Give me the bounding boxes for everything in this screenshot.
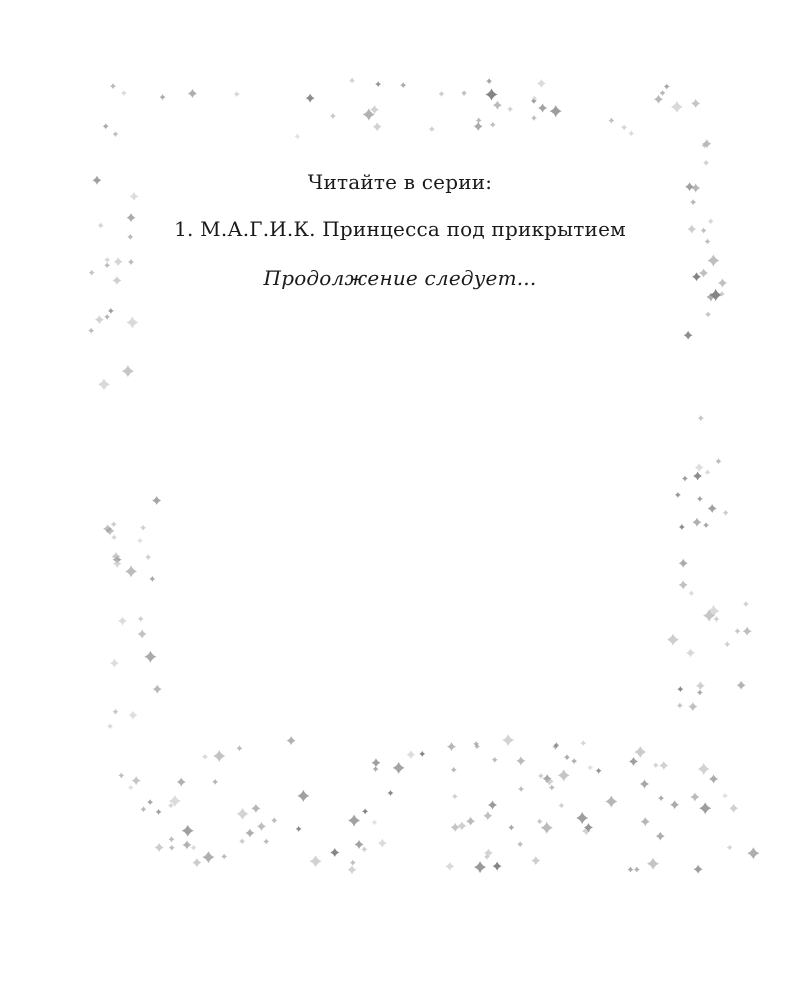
sparkle-star-icon: [138, 616, 144, 622]
sparkle-star-icon: [493, 101, 502, 110]
sparkle-star-icon: [634, 746, 646, 758]
sparkle-star-icon: [558, 802, 564, 808]
sparkle-star-icon: [406, 750, 415, 759]
sparkle-star-icon: [182, 840, 191, 849]
sparkle-star-icon: [251, 804, 260, 813]
sparkle-star-icon: [729, 804, 738, 813]
sparkle-star-icon: [104, 257, 110, 263]
sparkle-star-icon: [347, 865, 356, 874]
sparkle-star-icon: [373, 766, 379, 772]
sparkle-star-icon: [727, 844, 733, 850]
sparkle-star-icon: [653, 762, 659, 768]
sparkle-star-icon: [371, 819, 377, 825]
sparkle-star-icon: [378, 839, 387, 848]
sparkle-star-icon: [213, 750, 225, 762]
sparkle-star-icon: [144, 651, 156, 663]
sparkle-star-icon: [451, 823, 460, 832]
sparkle-star-icon: [104, 314, 110, 320]
sparkle-star-icon: [461, 90, 467, 96]
sparkle-star-icon: [659, 761, 668, 770]
sparkle-star-icon: [153, 685, 162, 694]
sparkle-star-icon: [98, 378, 110, 390]
sparkle-star-icon: [679, 580, 688, 589]
sparkle-star-icon: [137, 538, 143, 544]
series-heading: Читайте в серии:: [307, 170, 493, 194]
sparkle-star-icon: [257, 822, 266, 831]
sparkle-star-icon: [688, 590, 694, 596]
sparkle-star-icon: [445, 862, 454, 871]
sparkle-star-icon: [361, 846, 367, 852]
sparkle-star-icon: [702, 139, 711, 148]
sparkle-star-icon: [608, 117, 614, 123]
sparkle-star-icon: [490, 122, 496, 128]
sparkle-star-icon: [145, 554, 151, 560]
sparkle-star-icon: [724, 641, 730, 647]
sparkle-star-icon: [310, 855, 322, 867]
sparkle-star-icon: [537, 818, 543, 824]
sparkle-star-icon: [452, 793, 458, 799]
sparkle-star-icon: [538, 103, 547, 112]
sparkle-star-icon: [350, 860, 356, 866]
sparkle-star-icon: [140, 525, 146, 531]
sparkle-star-icon: [517, 841, 523, 847]
sparkle-star-icon: [245, 828, 254, 837]
series-item: 1. М.А.Г.И.К. Принцесса под прикрытием: [174, 217, 626, 241]
sparkle-star-icon: [447, 742, 456, 751]
sparkle-star-icon: [107, 723, 113, 729]
sparkle-star-icon: [541, 822, 553, 834]
sparkle-star-icon: [263, 839, 269, 845]
sparkle-star-icon: [177, 778, 186, 787]
sparkle-star-icon: [349, 77, 355, 83]
sparkle-star-icon: [654, 95, 663, 104]
sparkle-star-icon: [713, 616, 719, 622]
sparkle-star-icon: [330, 848, 339, 857]
sparkle-star-icon: [373, 122, 382, 131]
sparkle-star-icon: [110, 83, 116, 89]
sparkle-star-icon: [538, 773, 544, 779]
sparkle-star-icon: [294, 133, 300, 139]
sparkle-star-icon: [549, 784, 555, 790]
sparkle-star-icon: [719, 291, 725, 297]
sparkle-star-icon: [375, 81, 381, 87]
sparkle-star-icon: [306, 94, 315, 103]
sparkle-star-icon: [236, 745, 242, 751]
sparkle-star-icon: [169, 845, 175, 851]
sparkle-star-icon: [715, 458, 721, 464]
sparkle-star-icon: [348, 815, 360, 827]
sparkle-star-icon: [695, 463, 704, 472]
sparkle-star-icon: [709, 774, 718, 783]
sparkle-star-icon: [122, 365, 134, 377]
sparkle-star-icon: [682, 475, 688, 481]
sparkle-star-icon: [698, 415, 704, 421]
sparkle-star-icon: [88, 328, 94, 334]
sparkle-star-icon: [155, 843, 164, 852]
sparkle-star-icon: [140, 806, 146, 812]
sparkle-star-icon: [677, 702, 683, 708]
sparkle-star-icon: [691, 99, 700, 108]
sparkle-star-icon: [103, 123, 109, 129]
sparkle-star-icon: [621, 125, 627, 131]
sparkle-star-icon: [237, 808, 249, 820]
sparkle-star-icon: [191, 845, 197, 851]
sparkle-star-icon: [121, 90, 127, 96]
sparkle-star-icon: [152, 496, 161, 505]
sparkle-star-icon: [297, 790, 309, 802]
sparkle-star-icon: [698, 763, 710, 775]
sparkle-star-icon: [492, 757, 498, 763]
sparkle-star-icon: [113, 559, 122, 568]
sparkle-star-icon: [697, 496, 703, 502]
sparkle-star-icon: [118, 617, 127, 626]
sparkle-star-icon: [419, 751, 425, 757]
sparkle-star-icon: [111, 534, 117, 540]
sparkle-star-icon: [110, 659, 119, 668]
sparkle-star-icon: [647, 858, 659, 870]
sparkle-star-icon: [212, 779, 218, 785]
sparkle-star-icon: [126, 317, 138, 329]
sparkle-star-icon: [684, 331, 693, 340]
sparkle-star-icon: [576, 812, 588, 824]
sparkle-star-icon: [113, 709, 119, 715]
sparkle-star-icon: [438, 91, 444, 97]
sparkle-star-icon: [660, 90, 666, 96]
sparkle-star-icon: [679, 524, 685, 530]
sparkle-star-icon: [355, 840, 364, 849]
sparkle-star-icon: [188, 89, 197, 98]
sparkle-star-icon: [493, 862, 502, 871]
sparkle-star-icon: [670, 800, 679, 809]
sparkle-star-icon: [671, 101, 683, 113]
sparkle-star-icon: [400, 82, 406, 88]
sparkle-star-icon: [111, 521, 117, 527]
sparkle-star-icon: [705, 311, 711, 317]
sparkle-star-icon: [658, 795, 664, 801]
sparkle-star-icon: [287, 736, 296, 745]
sparkle-star-icon: [457, 821, 466, 830]
sparkle-star-icon: [628, 130, 634, 136]
sparkle-star-icon: [330, 113, 336, 119]
sparkle-star-icon: [451, 767, 457, 773]
sparkle-star-icon: [202, 754, 208, 760]
sparkle-star-icon: [202, 851, 214, 863]
sparkle-star-icon: [641, 817, 650, 826]
sparkle-star-icon: [708, 504, 717, 513]
sparkle-star-icon: [605, 795, 617, 807]
sparkle-star-icon: [628, 866, 634, 872]
sparkle-star-icon: [694, 865, 703, 874]
sparkle-star-icon: [587, 765, 593, 771]
sparkle-star-icon: [516, 756, 525, 765]
sparkle-star-icon: [705, 469, 711, 475]
sparkle-star-icon: [693, 472, 702, 481]
sparkle-star-icon: [677, 686, 683, 692]
sparkle-star-icon: [156, 809, 162, 815]
sparkle-star-icon: [734, 628, 740, 634]
sparkle-star-icon: [667, 634, 679, 646]
sparkle-star-icon: [531, 115, 537, 121]
sparkle-star-icon: [656, 832, 665, 841]
sparkle-star-icon: [679, 559, 688, 568]
sparkle-star-icon: [743, 627, 752, 636]
sparkle-star-icon: [722, 793, 728, 799]
sparkle-star-icon: [466, 817, 475, 826]
sparkle-star-icon: [128, 785, 134, 791]
sparkle-star-icon: [703, 522, 709, 528]
sparkle-star-icon: [486, 89, 498, 101]
sparkle-star-icon: [690, 792, 699, 801]
sparkle-star-icon: [221, 854, 227, 860]
sparkle-star-icon: [564, 754, 570, 760]
sparkle-star-icon: [502, 734, 514, 746]
sparkle-star-icon: [371, 758, 380, 767]
sparkle-star-icon: [488, 800, 497, 809]
sparkle-star-icon: [476, 117, 482, 123]
sparkle-star-icon: [138, 629, 147, 638]
sparkle-star-icon: [393, 762, 405, 774]
sparkle-star-icon: [580, 740, 586, 746]
sparkle-star-icon: [688, 702, 697, 711]
sparkle-star-icon: [640, 780, 649, 789]
sparkle-star-icon: [486, 78, 492, 84]
sparkle-star-icon: [558, 769, 570, 781]
sparkle-star-icon: [737, 681, 746, 690]
sparkle-star-icon: [483, 811, 492, 820]
sparkle-star-icon: [686, 648, 695, 657]
sparkle-star-icon: [182, 825, 194, 837]
sparkle-star-icon: [149, 576, 155, 582]
sparkle-star-icon: [474, 122, 483, 131]
sparkle-star-icon: [747, 847, 759, 859]
sparkle-star-icon: [113, 131, 119, 137]
sparkle-star-icon: [596, 768, 602, 774]
sparkle-star-icon: [699, 802, 711, 814]
sparkle-star-icon: [95, 315, 104, 324]
sparkle-star-icon: [508, 824, 514, 830]
sparkle-star-icon: [629, 757, 638, 766]
sparkle-star-icon: [723, 510, 729, 516]
sparkle-star-icon: [550, 105, 562, 117]
sparkle-star-icon: [429, 126, 435, 132]
sparkle-star-icon: [571, 758, 577, 764]
continuation-note: Продолжение следует...: [263, 266, 537, 290]
sparkle-star-icon: [690, 199, 696, 205]
sparkle-star-icon: [743, 601, 749, 607]
sparkle-star-icon: [192, 858, 201, 867]
sparkle-star-icon: [664, 83, 670, 89]
sparkle-star-icon: [118, 773, 124, 779]
sparkle-star-icon: [507, 106, 513, 112]
sparkle-star-icon: [125, 565, 137, 577]
sparkle-star-icon: [696, 681, 705, 690]
sparkle-star-icon: [537, 79, 546, 88]
sparkle-star-icon: [234, 91, 240, 97]
sparkle-star-icon: [675, 492, 681, 498]
sparkle-star-icon: [271, 817, 277, 823]
sparkle-star-icon: [531, 856, 540, 865]
sparkle-star-icon: [239, 838, 245, 844]
sparkle-star-icon: [129, 711, 138, 720]
sparkle-star-icon: [147, 799, 153, 805]
sparkle-star-icon: [697, 690, 703, 696]
sparkle-star-icon: [518, 786, 524, 792]
sparkle-star-icon: [703, 160, 709, 166]
sparkle-star-icon: [387, 790, 393, 796]
sparkle-star-icon: [474, 861, 486, 873]
sparkle-star-icon: [160, 94, 166, 100]
sparkle-star-icon: [108, 308, 114, 314]
sparkle-star-icon: [168, 836, 174, 842]
sparkle-star-icon: [692, 518, 701, 527]
sparkle-star-icon: [296, 826, 302, 832]
sparkle-star-icon: [362, 808, 368, 814]
sparkle-star-icon: [132, 776, 141, 785]
sparkle-star-icon: [634, 867, 640, 873]
